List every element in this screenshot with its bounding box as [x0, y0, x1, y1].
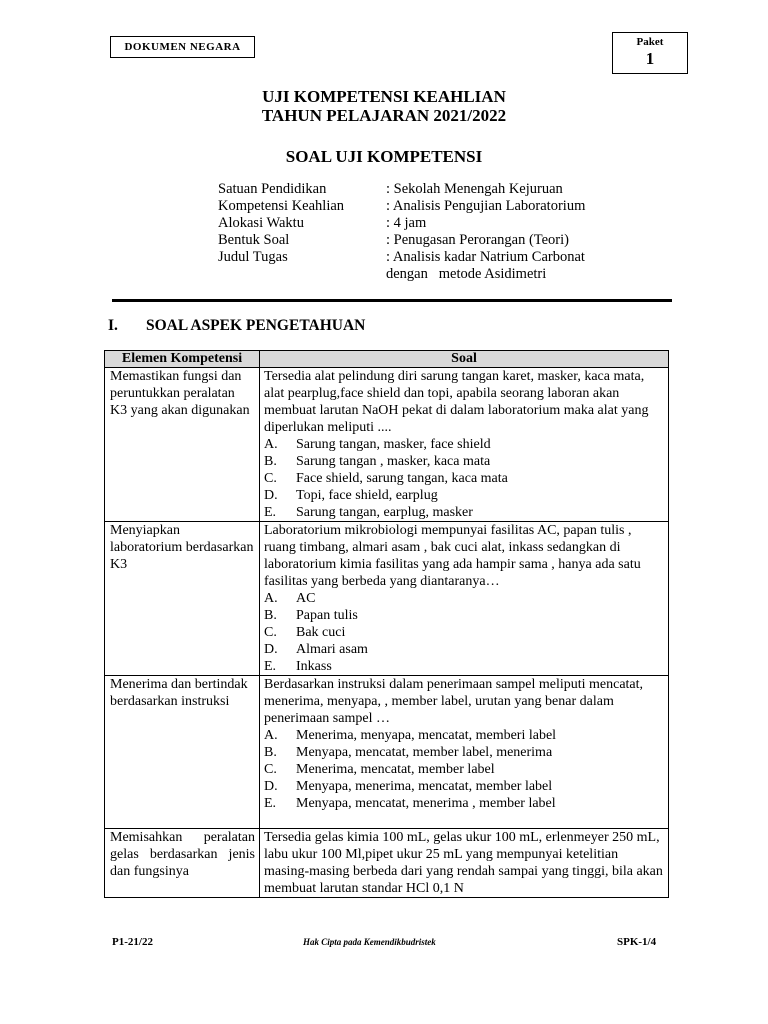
- question-cell: [260, 522, 669, 676]
- competency-element: Menyiapkan laboratorium berdasarkan K3: [105, 522, 260, 676]
- info-key: Satuan Pendidikan: [218, 181, 327, 197]
- paket-box: [612, 32, 688, 74]
- answer-option: [264, 470, 664, 487]
- competency-element: Memastikan fungsi dan peruntukkan peralatan K3 yang akan digunakan: [105, 368, 260, 522]
- info-key: Kompetensi Keahlian: [218, 198, 345, 214]
- option-letter: B.: [264, 454, 277, 469]
- section-title: SOAL ASPEK PENGETAHUAN: [146, 317, 366, 334]
- document-classification-label: DOKUMEN NEGARA: [110, 36, 255, 58]
- option-text: Papan tulis: [296, 608, 358, 623]
- footer-code: P1-21/22: [112, 936, 153, 948]
- answer-option: [264, 795, 664, 812]
- option-letter: C.: [264, 625, 277, 640]
- info-value: : Analisis Pengujian Laboratorium: [386, 198, 586, 214]
- option-text: Sarung tangan , masker, kaca mata: [296, 454, 491, 469]
- info-row: [218, 232, 661, 249]
- table-row: [105, 829, 669, 898]
- info-row: [218, 198, 661, 215]
- answer-option: [264, 641, 664, 658]
- option-letter: E.: [264, 796, 277, 811]
- option-text: Menyapa, menerima, mencatat, member label: [296, 779, 553, 794]
- answer-option: [264, 778, 664, 795]
- answer-option: [264, 761, 664, 778]
- paket-number: 1: [645, 49, 655, 68]
- option-letter: E.: [264, 505, 277, 520]
- option-text: Menerima, menyapa, mencatat, memberi label: [296, 728, 557, 743]
- question-text: Laboratorium mikrobiologi mempunyai fasilitas AC, papan tulis , ruang timbang, almari asam , bak cuci alat, inkass sedangkan di laboratorium kimia fasilitas yang ada hampir sama , hanya ada satu fasilitas yang berbeda yang diantaranya…: [264, 523, 641, 589]
- info-value: : 4 jam: [386, 215, 427, 231]
- column-header-soal: Soal: [260, 351, 669, 368]
- question-cell: [260, 676, 669, 829]
- option-letter: C.: [264, 471, 277, 486]
- info-key: Judul Tugas: [218, 249, 288, 265]
- info-row: [218, 181, 661, 198]
- competency-element: Memisahkan peralatan gelas berdasarkan jenis dan fungsinya: [105, 829, 260, 898]
- table-header-row: [105, 351, 669, 368]
- option-text: Sarung tangan, earplug, masker: [296, 505, 473, 520]
- table-row: [105, 676, 669, 829]
- info-key: Alokasi Waktu: [218, 215, 304, 231]
- info-row: [218, 249, 661, 283]
- option-letter: D.: [264, 642, 278, 657]
- answer-option: [264, 436, 664, 453]
- info-row: [218, 215, 661, 232]
- question-cell: [260, 368, 669, 522]
- option-letter: A.: [264, 728, 278, 743]
- option-text: Bak cuci: [296, 625, 346, 640]
- column-header-elemen: Elemen Kompetensi: [105, 351, 260, 368]
- option-text: Menyapa, mencatat, menerima , member label: [296, 796, 556, 811]
- question-text: Tersedia alat pelindung diri sarung tangan karet, masker, kaca mata, alat pearplug,face shield dan topi, apabila seorang laboran akan membuat larutan NaOH pekat di dalam laboratorium maka alat yang diperlukan meliputi ....: [264, 369, 649, 435]
- option-letter: A.: [264, 437, 278, 452]
- footer-copyright: Hak Cipta pada Kemendikbudristek: [303, 937, 436, 947]
- option-text: Inkass: [296, 659, 332, 674]
- answer-option: [264, 624, 664, 641]
- exam-info-block: [218, 181, 661, 283]
- section-heading: [108, 317, 365, 335]
- horizontal-divider: [112, 299, 672, 302]
- answer-option: [264, 744, 664, 761]
- section-number: I.: [108, 317, 118, 334]
- answer-option: [264, 607, 664, 624]
- question-text: Tersedia gelas kimia 100 mL, gelas ukur 100 mL, erlenmeyer 250 mL, labu ukur 100 Ml,pipet ukur 25 mL yang mempunyai ketelitian masing-masing berbeda dari yang rendah sampai yang tinggi, bila akan membuat larutan standar HCl 0,1 N: [264, 830, 663, 896]
- table-row: [105, 368, 669, 522]
- option-letter: E.: [264, 659, 277, 674]
- answer-option: [264, 658, 664, 675]
- answer-option: [264, 504, 664, 521]
- option-letter: B.: [264, 745, 277, 760]
- question-text: Berdasarkan instruksi dalam penerimaan sampel meliputi mencatat, menerima, menyapa, , member label, urutan yang benar dalam penerimaan sampel …: [264, 677, 644, 726]
- info-value: : Sekolah Menengah Kejuruan: [386, 181, 563, 197]
- exam-subtitle: SOAL UJI KOMPETENSI: [285, 147, 483, 166]
- footer-page: SPK-1/4: [617, 936, 657, 948]
- option-text: Face shield, sarung tangan, kaca mata: [296, 471, 508, 486]
- option-letter: D.: [264, 779, 278, 794]
- table-row: [105, 522, 669, 676]
- answer-option: [264, 590, 664, 607]
- option-letter: A.: [264, 591, 278, 606]
- exam-title: UJI KOMPETENSI KEAHLIAN: [262, 87, 506, 106]
- info-key: Bentuk Soal: [218, 232, 290, 248]
- option-text: Menerima, mencatat, member label: [296, 762, 495, 777]
- academic-year-title: TAHUN PELAJARAN 2021/2022: [261, 106, 507, 125]
- competency-element: Menerima dan bertindak berdasarkan instruksi: [105, 676, 260, 829]
- answer-option: [264, 727, 664, 744]
- option-text: Almari asam: [296, 642, 368, 657]
- option-letter: B.: [264, 608, 277, 623]
- answer-option: [264, 453, 664, 470]
- info-value: : Penugasan Perorangan (Teori): [386, 232, 569, 248]
- option-text: AC: [296, 591, 316, 606]
- option-text: Menyapa, mencatat, member label, menerima: [296, 745, 553, 760]
- answer-option: [264, 487, 664, 504]
- question-cell: [260, 829, 669, 898]
- option-text: Sarung tangan, masker, face shield: [296, 437, 491, 452]
- option-letter: D.: [264, 488, 278, 503]
- info-value: : Analisis kadar Natrium Carbonat dengan metode Asidimetri: [386, 249, 585, 282]
- paket-label: Paket: [636, 36, 664, 48]
- option-letter: C.: [264, 762, 277, 777]
- option-text: Topi, face shield, earplug: [296, 488, 438, 503]
- question-table: [104, 350, 669, 898]
